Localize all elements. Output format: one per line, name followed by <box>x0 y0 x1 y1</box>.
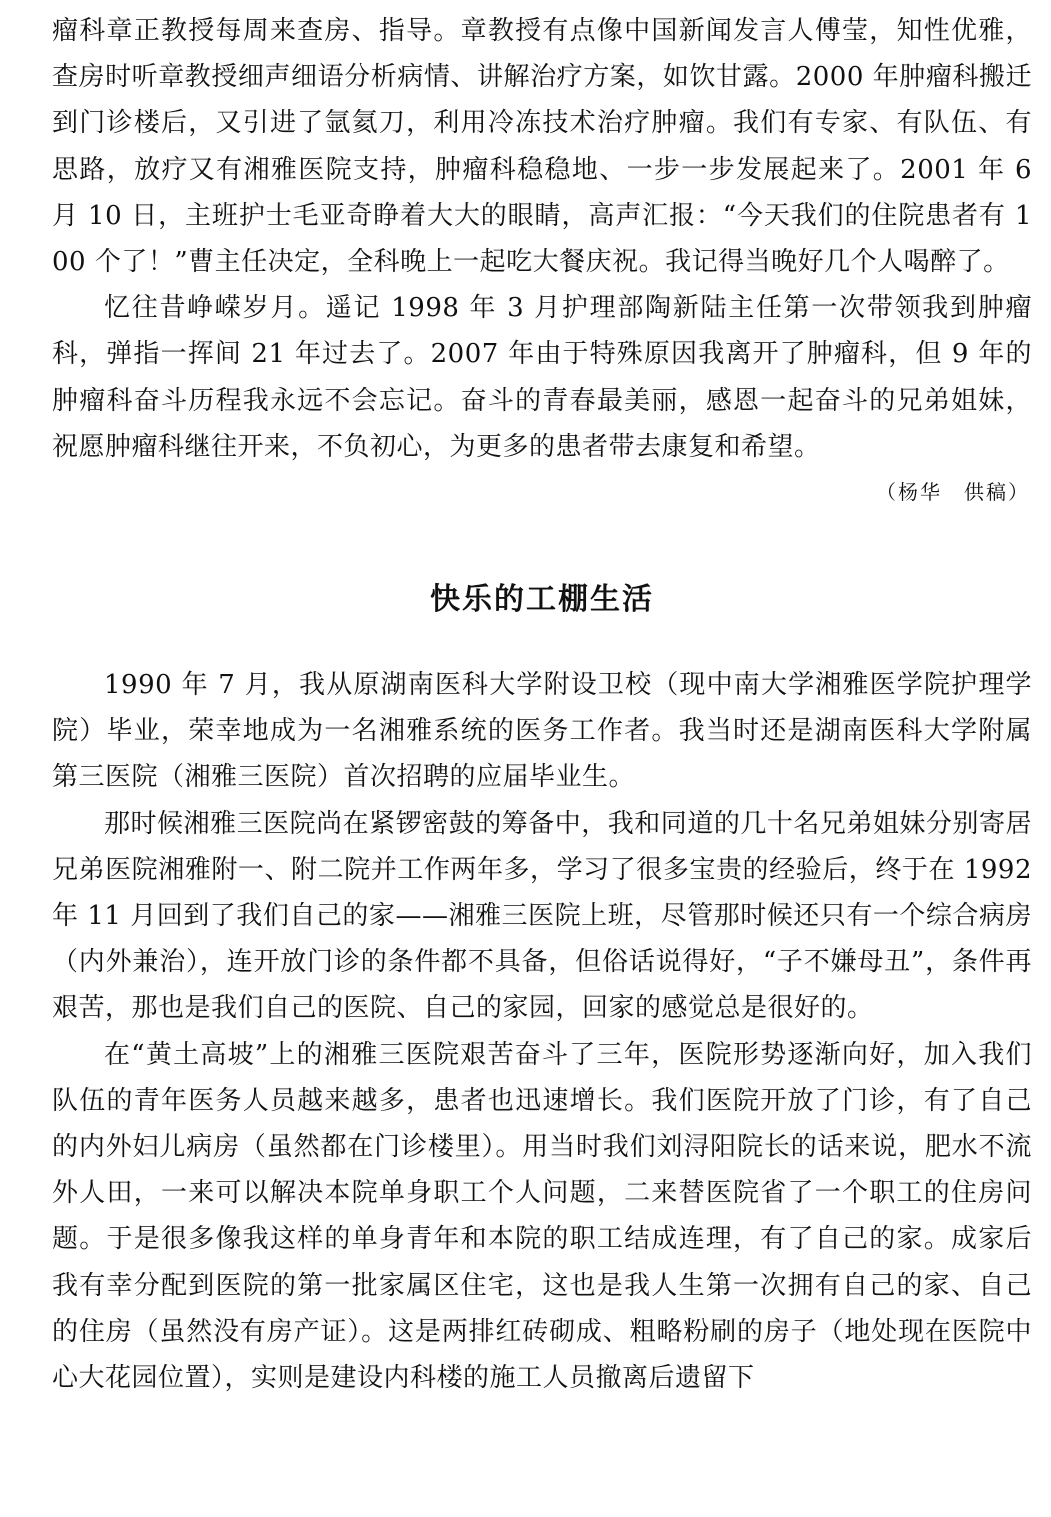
paragraph-continued: 瘤科章正教授每周来查房、指导。章教授有点像中国新闻发言人傅莹，知性优雅，查房时听章教授细声细语分析病情、讲解治疗方案，如饮甘露。2000 年肿瘤科搬迁到门诊楼后，又引进了氩氦刀，利用冷冻技术治疗肿瘤。我们有专家、有队伍、有思路，放疗又有湘雅医院支持，肿瘤科稳稳地、一步一步发展起来了。2001 年 6 月 10 日，主班护士毛亚奇睁着大大的眼睛，高声汇报：“今天我们的住院患者有 100 个了！”曹主任决定，全科晚上一起吃大餐庆祝。我记得当晚好几个人喝醉了。 <box>52 16 1032 278</box>
paragraph: 那时候湘雅三医院尚在紧锣密鼓的筹备中，我和同道的几十名兄弟姐妹分别寄居兄弟医院湘雅附一、附二院并工作两年多，学习了很多宝贵的经验后，终于在 1992 年 11 月回到了我们自己的家——湘雅三医院上班，尽管那时候还只有一个综合病房（内外兼治），连开放门诊的条件都不具备，但俗话说得好，“子不嫌母丑”，条件再艰苦，那也是我们自己的医院、自己的家园，回家的感觉总是很好的。 <box>52 808 1032 1024</box>
paragraph: 忆往昔峥嵘岁月。遥记 1998 年 3 月护理部陶新陆主任第一次带领我到肿瘤科，弹指一挥间 21 年过去了。2007 年由于特殊原因我离开了肿瘤科，但 9 年的肿瘤科奋斗历程我永远不会忘记。奋斗的青春最美丽，感恩一起奋斗的兄弟姐妹，祝愿肿瘤科继往开来，不负初心，为更多的患者带去康复和希望。 <box>52 293 1032 462</box>
article-title: 快乐的工棚生活 <box>430 582 654 618</box>
paragraph: 在“黄土高坡”上的湘雅三医院艰苦奋斗了三年，医院形势逐渐向好，加入我们队伍的青年医务人员越来越多，患者也迅速增长。我们医院开放了门诊，有了自己的内外妇儿病房（虽然都在门诊楼里）。用当时我们刘浔阳院长的话来说，肥水不流外人田，一来可以解决本院单身职工个人问题，二来替医院省了一个职工的住房问题。于是很多像我这样的单身青年和本院的职工结成连理，有了自己的家。成家后我有幸分配到医院的第一批家属区住宅，这也是我人生第一次拥有自己的家、自己的住房（虽然没有房产证）。这是两排红砖砌成、粗略粉刷的房子（地处现在医院中心大花园位置），实则是建设内科楼的施工人员撤离后遗留下 <box>52 1039 1032 1394</box>
author-credit: （杨华 供稿） <box>876 480 1030 505</box>
document-page <box>52 8 1032 1401</box>
paragraph: 1990 年 7 月，我从原湖南医科大学附设卫校（现中南大学湘雅医学院护理学院）毕业，荣幸地成为一名湘雅系统的医务工作者。我当时还是湖南医科大学附属第三医院（湘雅三医院）首次招聘的应届毕业生。 <box>52 670 1032 793</box>
